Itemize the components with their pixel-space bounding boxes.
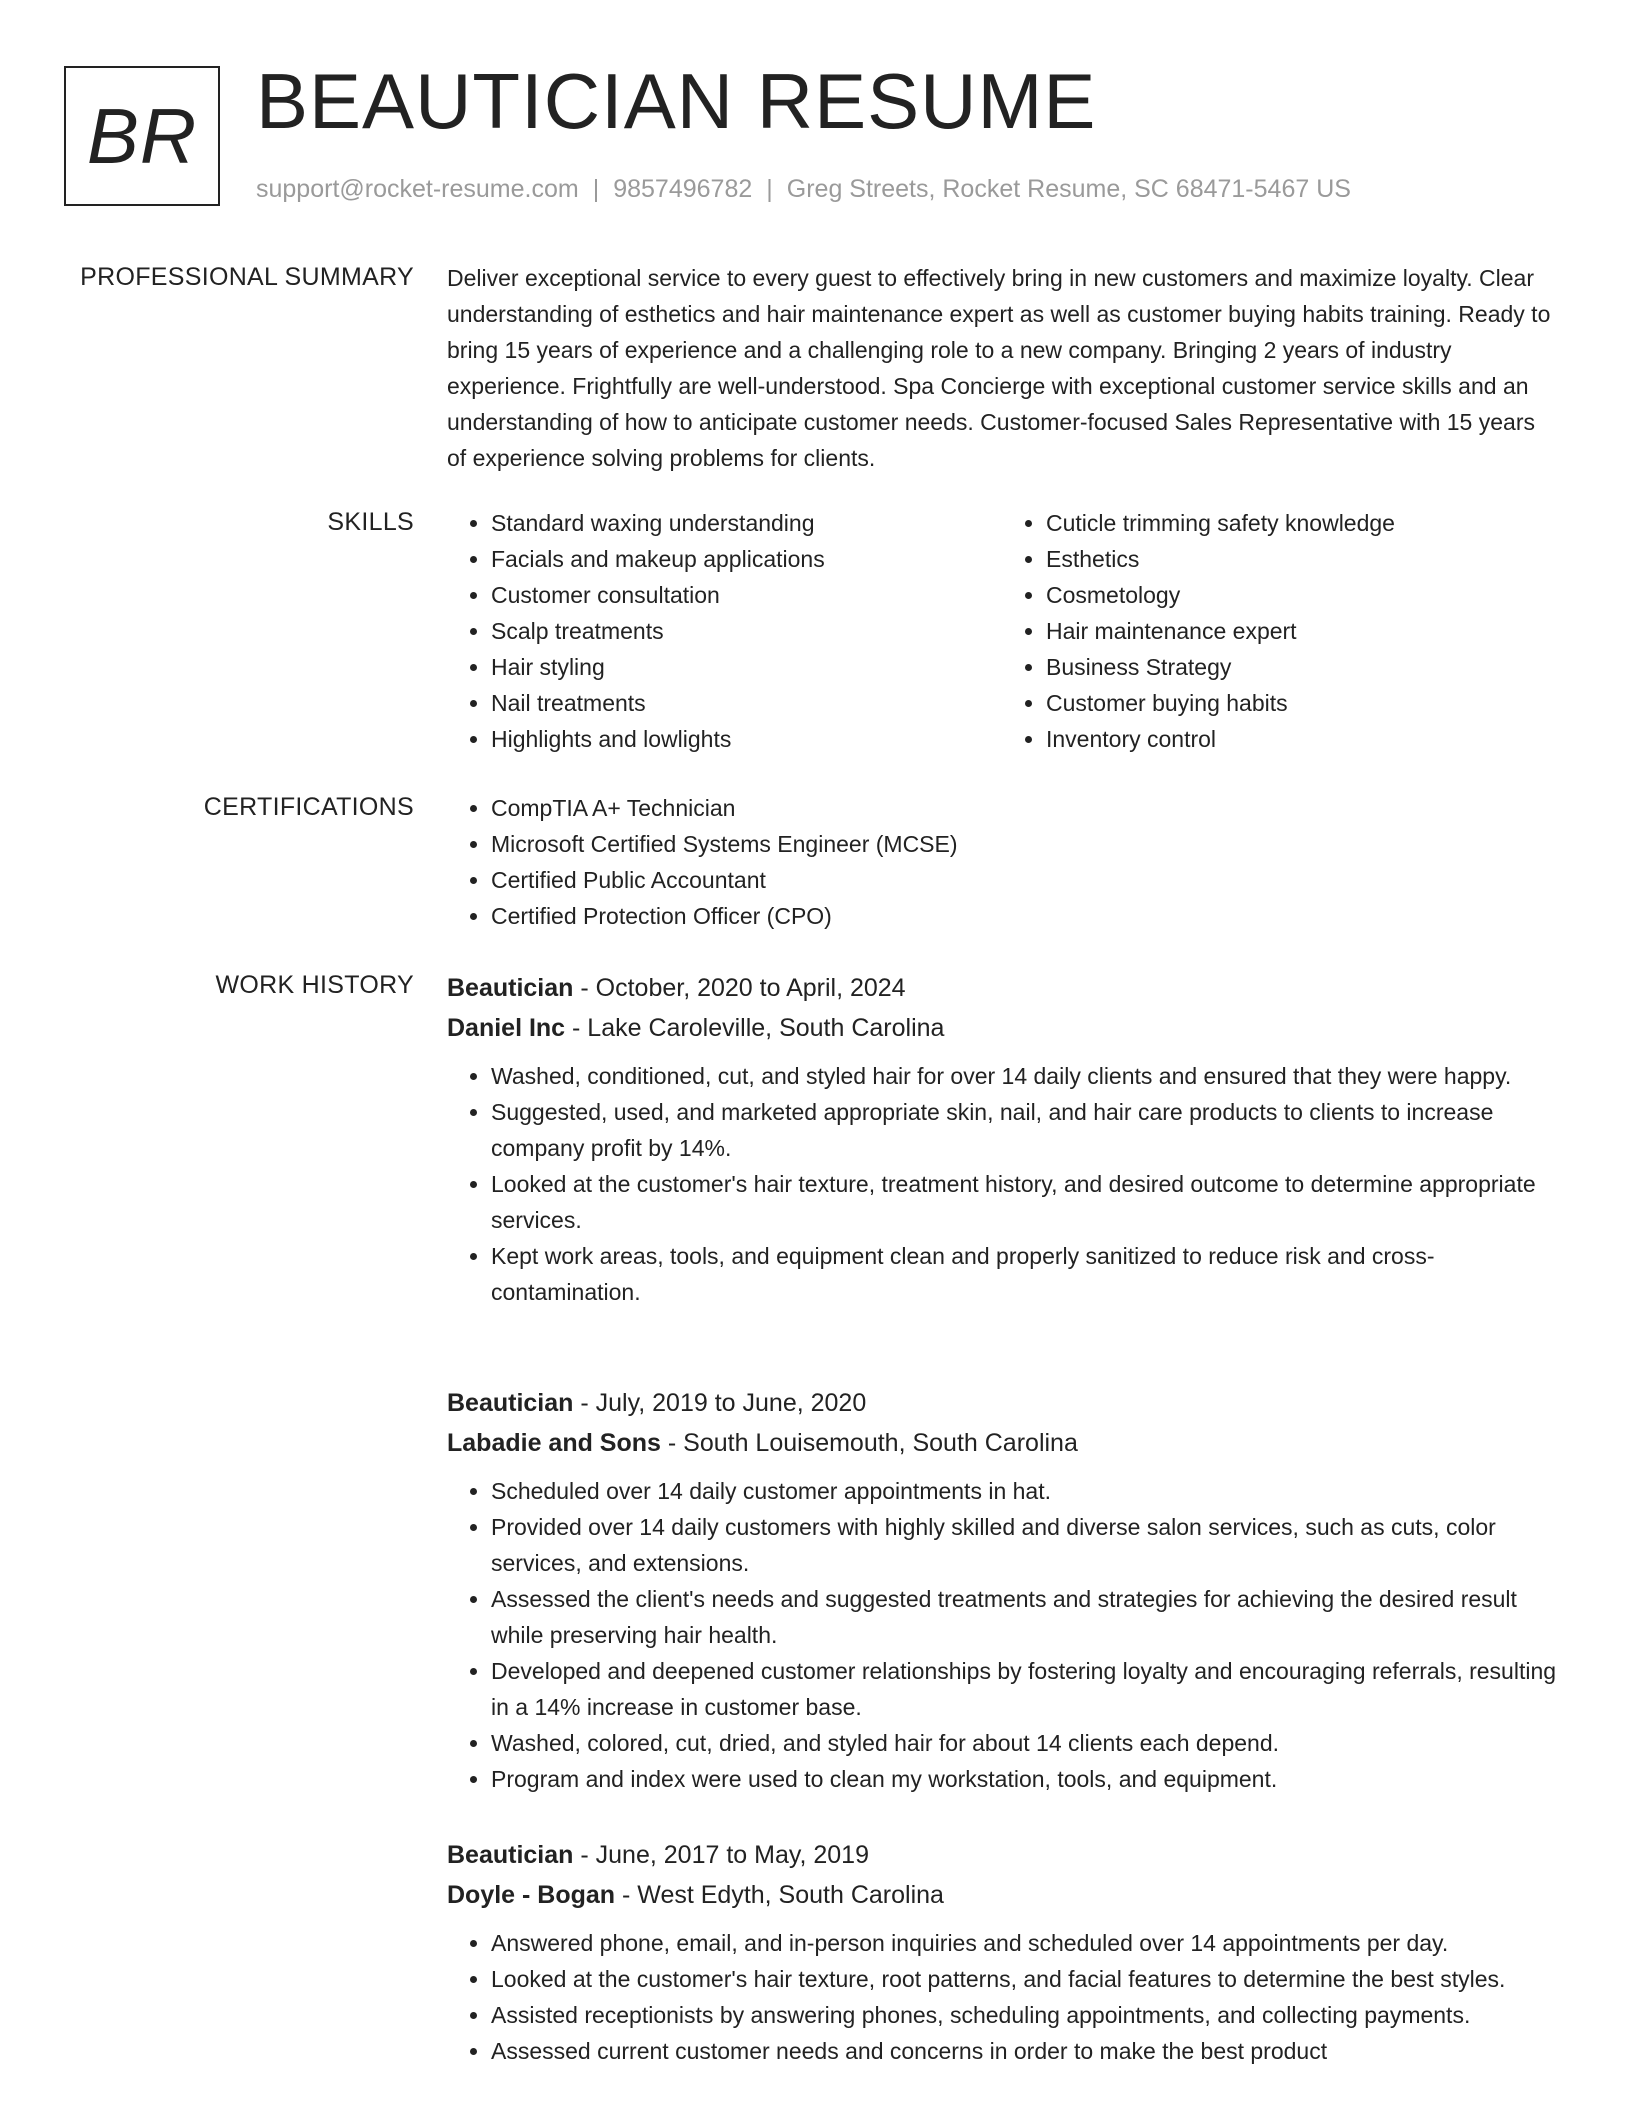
skill-item: • Esthetics (1046, 541, 1557, 577)
certification-item: • Microsoft Certified Systems Engineer (MCSE) (491, 826, 1557, 862)
skill-item: • Customer consultation (491, 577, 1002, 613)
skill-item: • Business Strategy (1046, 649, 1557, 685)
certifications-list (447, 790, 1557, 934)
job-bullet: • Looked at the customer's hair texture, root patterns, and facial features to determine the best styles. (491, 1961, 1557, 1997)
job-company-line (447, 1008, 1557, 1048)
job-dates: - June, 2017 to May, 2019 (573, 1841, 869, 1869)
job-title-line (447, 1835, 1557, 1875)
skill-item: • Hair styling (491, 649, 1002, 685)
job-bullet: • Looked at the customer's hair texture, treatment history, and desired outcome to determine appropriate services. (491, 1166, 1557, 1238)
skill-item: • Facials and makeup applications (491, 541, 1002, 577)
contact-phone[interactable]: 9857496782 (613, 175, 753, 203)
contact-separator: | (766, 175, 773, 203)
job-title-line (447, 968, 1557, 1008)
contact-separator: | (592, 175, 600, 203)
section-title-work-history: WORK HISTORY (215, 971, 414, 999)
job-bullet: • Washed, colored, cut, dried, and styled hair for about 14 clients each depend. (491, 1725, 1557, 1761)
job-bullet: • Assessed the client's needs and suggested treatments and strategies for achieving the desired result while preserving hair health. (491, 1581, 1557, 1653)
skill-item: • Inventory control (1046, 721, 1557, 757)
job-company: Labadie and Sons (447, 1429, 661, 1457)
certification-item: • CompTIA A+ Technician (491, 790, 1557, 826)
skill-item: • Customer buying habits (1046, 685, 1557, 721)
contact-line (256, 175, 1351, 204)
job-title-line (447, 1383, 1557, 1423)
job-location: - West Edyth, South Carolina (615, 1881, 944, 1909)
job-location: - South Louisemouth, South Carolina (660, 1429, 1078, 1457)
job-bullets (447, 1473, 1557, 1797)
job-company-line (447, 1875, 1557, 1915)
job-bullet: • Provided over 14 daily customers with highly skilled and diverse salon services, such as cuts, color services, and extensions. (491, 1509, 1557, 1581)
monogram-text: BR (86, 91, 198, 180)
job-bullet: • Scheduled over 14 daily customer appointments in hat. (491, 1473, 1557, 1509)
skill-item: • Hair maintenance expert (1046, 613, 1557, 649)
monogram-logo (64, 66, 220, 206)
job-dates: - October, 2020 to April, 2024 (573, 974, 906, 1002)
resume-title: BEAUTICIAN RESUME (256, 57, 1097, 145)
job-bullets (447, 1925, 1557, 2069)
skill-item: • Cosmetology (1046, 577, 1557, 613)
job-role: Beautician (447, 1389, 574, 1417)
job-entry (447, 968, 1557, 1310)
skill-item: • Scalp treatments (491, 613, 1002, 649)
job-dates: - July, 2019 to June, 2020 (573, 1389, 867, 1417)
job-bullet: • Program and index were used to clean my workstation, tools, and equipment. (491, 1761, 1557, 1797)
job-bullet: • Assisted receptionists by answering phones, scheduling appointments, and collecting payments. (491, 1997, 1557, 2033)
job-bullet: • Answered phone, email, and in-person inquiries and scheduled over 14 appointments per day. (491, 1925, 1557, 1961)
certification-item: • Certified Protection Officer (CPO) (491, 898, 1557, 934)
job-entry (447, 1383, 1557, 1797)
certification-item: • Certified Public Accountant (491, 862, 1557, 898)
job-company-line (447, 1423, 1557, 1463)
job-role: Beautician (447, 974, 574, 1002)
job-bullet: • Suggested, used, and marketed appropriate skin, nail, and hair care products to clients to increase company profit by 14%. (491, 1094, 1557, 1166)
job-entry (447, 1835, 1557, 2069)
skill-item: • Highlights and lowlights (491, 721, 1002, 757)
contact-email[interactable]: support@rocket-resume.com (256, 175, 579, 203)
job-location: - Lake Caroleville, South Carolina (565, 1014, 945, 1042)
skill-item: • Nail treatments (491, 685, 1002, 721)
job-bullet: • Developed and deepened customer relationships by fostering loyalty and encouraging referrals, resulting in a 14% increase in customer base. (491, 1653, 1557, 1725)
job-bullets (447, 1058, 1557, 1310)
skills-list-right (1002, 505, 1557, 757)
section-title-skills: SKILLS (327, 508, 414, 536)
skills-list-left (447, 505, 1002, 757)
job-role: Beautician (447, 1841, 574, 1869)
skill-item: • Cuticle trimming safety knowledge (1046, 505, 1557, 541)
job-company: Daniel Inc (447, 1014, 566, 1042)
contact-address: Greg Streets, Rocket Resume, SC 68471-5467 US (786, 175, 1351, 203)
skill-item: • Standard waxing understanding (491, 505, 1002, 541)
job-bullet: • Kept work areas, tools, and equipment clean and properly sanitized to reduce risk and cross-contamination. (491, 1238, 1557, 1310)
summary-text: Deliver exceptional service to every guest to effectively bring in new customers and maximize loyalty. Clear understanding of esthetics and hair maintenance expert as well as customer buying habits training. Ready to bring 15 years of experience and a challenging role to a new company. Bringing 2 years of industry experience. Frightfully are well-understood. Spa Concierge with exceptional customer service skills and an understanding of how to anticipate customer needs. Customer-focused Sales Representative with 15 years of experience solving problems for clients. (447, 265, 1551, 471)
job-bullet: • Washed, conditioned, cut, and styled hair for over 14 daily clients and ensured that they were happy. (491, 1058, 1557, 1094)
section-title-certifications: CERTIFICATIONS (203, 793, 414, 821)
section-title-summary: PROFESSIONAL SUMMARY (80, 263, 414, 291)
job-bullet: • Assessed current customer needs and concerns in order to make the best product (491, 2033, 1557, 2069)
job-company: Doyle - Bogan (447, 1881, 616, 1909)
